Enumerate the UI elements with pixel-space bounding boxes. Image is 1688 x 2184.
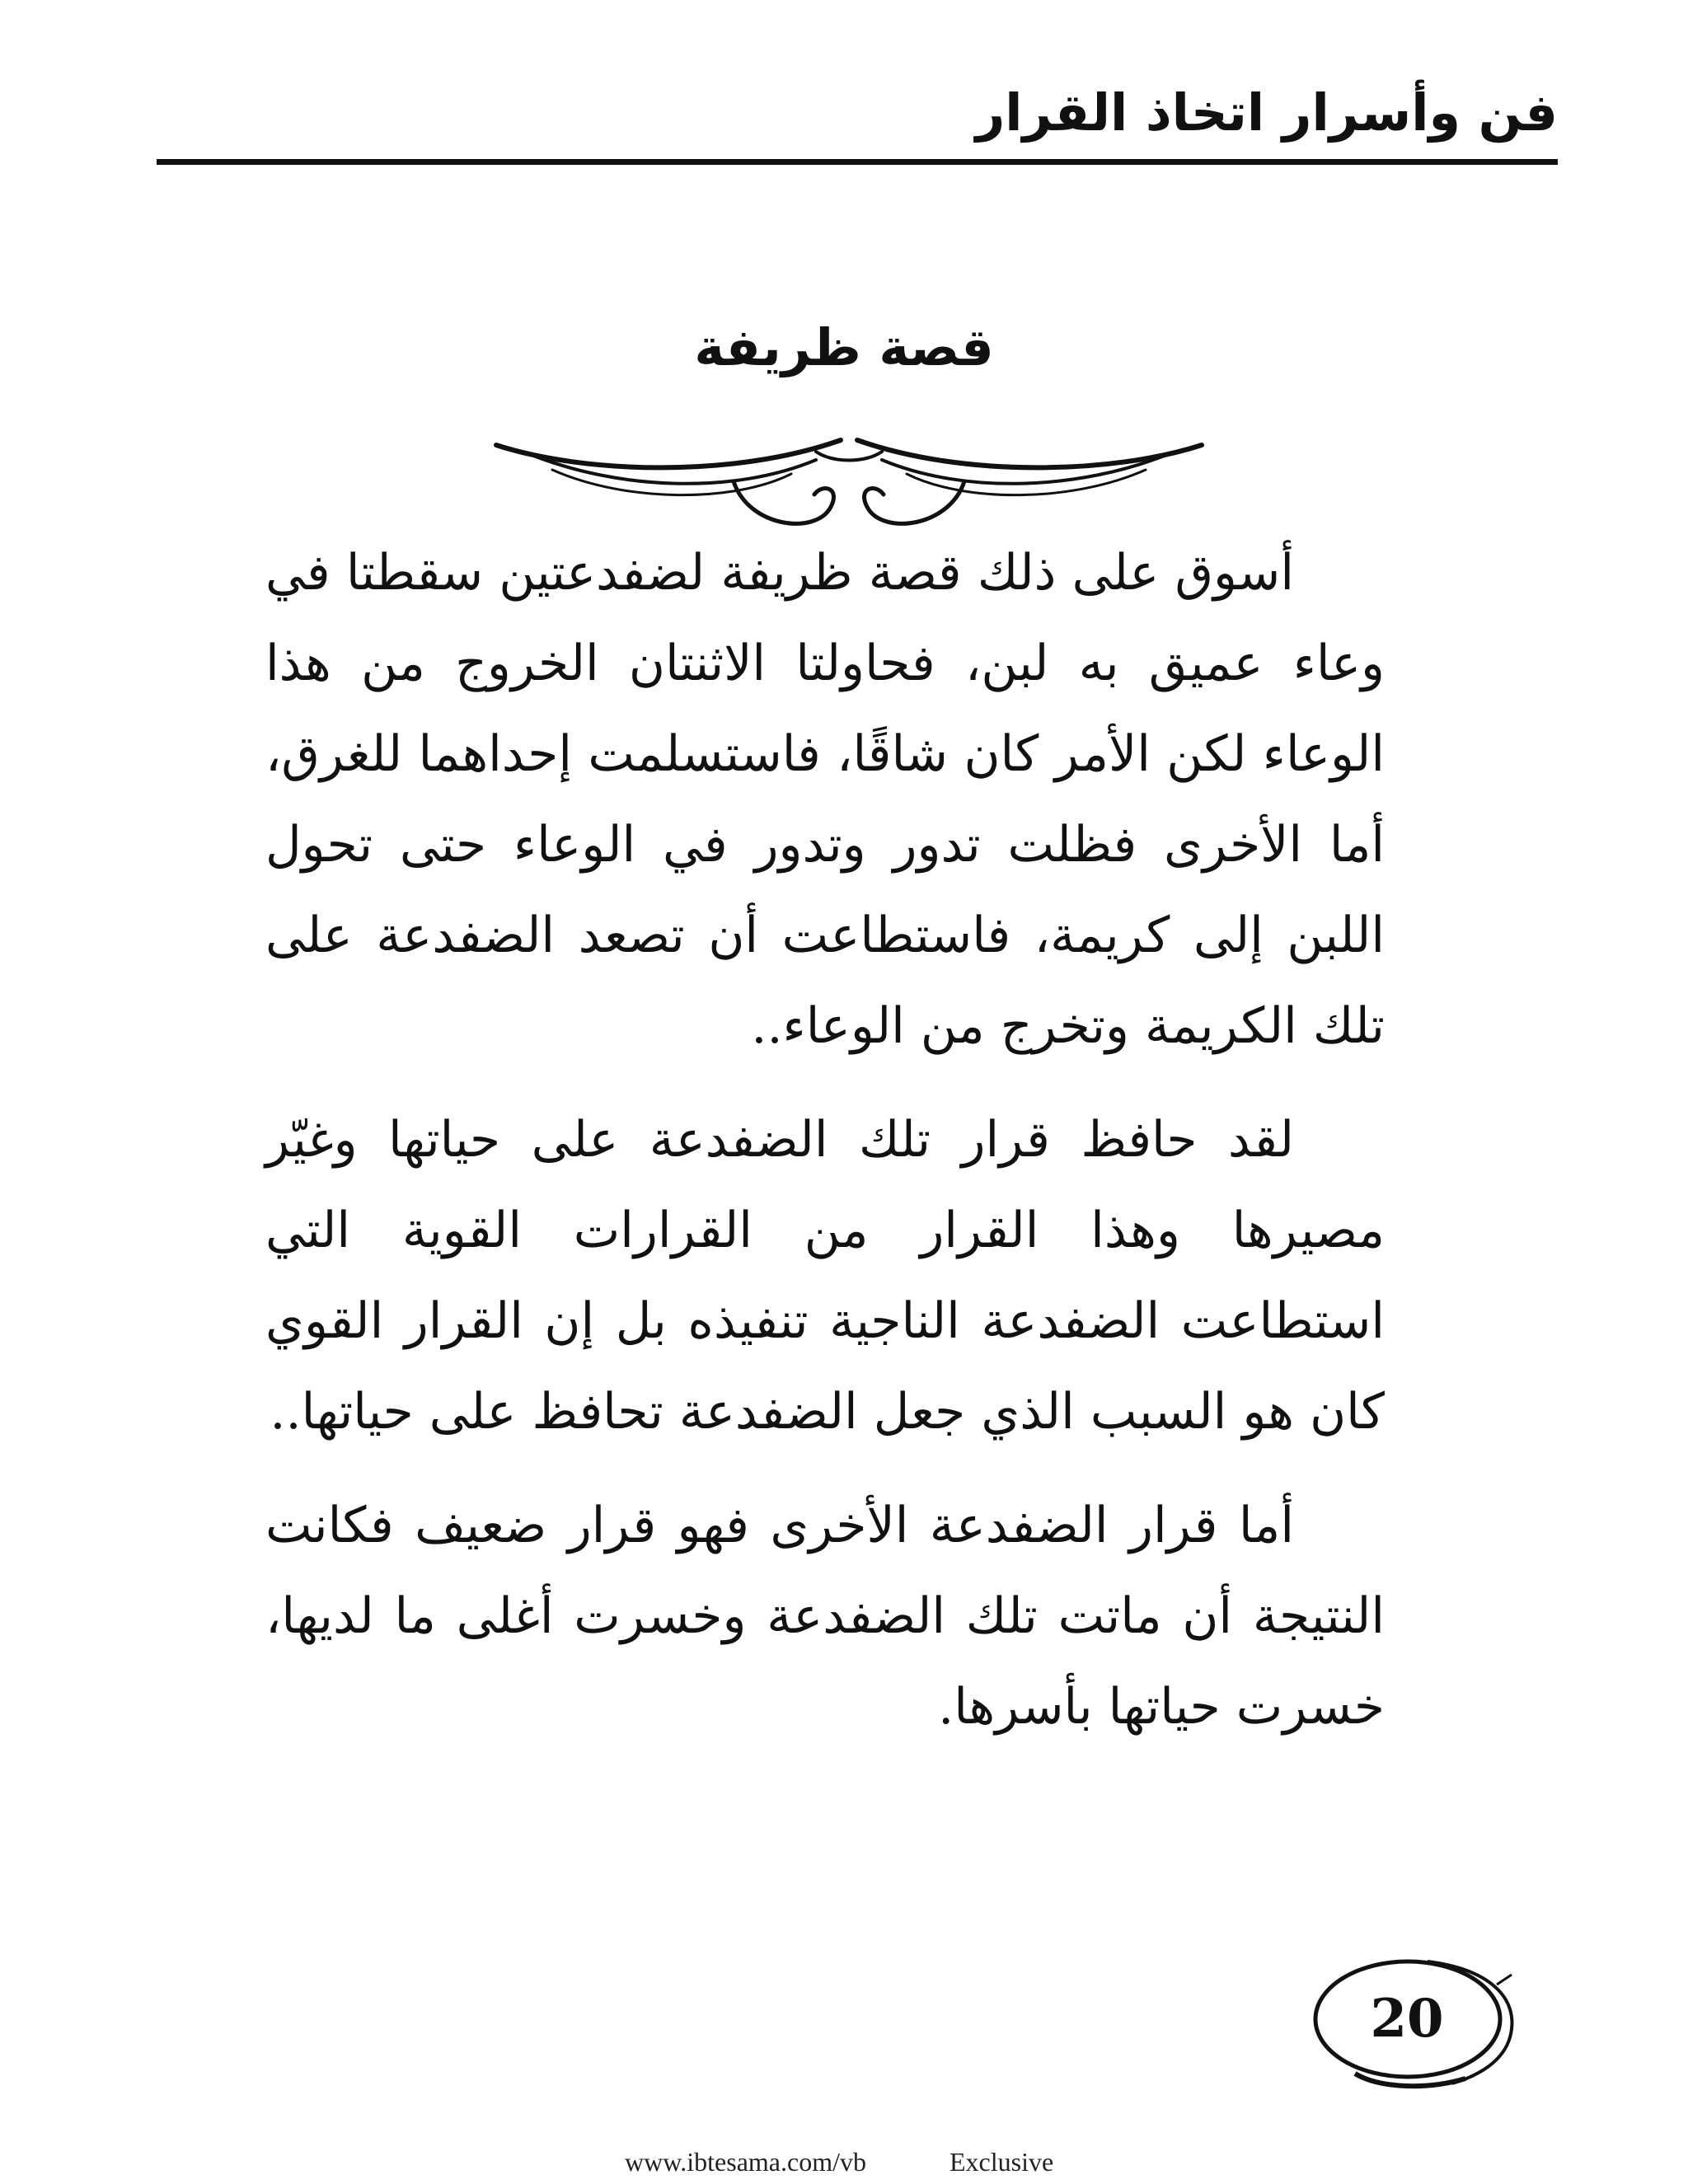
footer xyxy=(536,2145,1154,2178)
header-divider xyxy=(157,159,1558,165)
footer-url-link[interactable]: www.ibtesama.com/vb xyxy=(625,2147,866,2177)
footer-tag: Exclusive xyxy=(950,2147,1054,2177)
running-header-title: فن وأسرار اتخاذ القرار xyxy=(975,82,1558,143)
page-number-badge xyxy=(1304,1952,1525,2093)
story-paragraph-3: أما قرار الضفدعة الأخرى فهو قرار ضعيف فكانت النتيجة أن ماتت تلك الضفدعة وخسرت أغلى ما لديها، خسرت حياتها بأسرها. xyxy=(265,1497,1385,1736)
story-paragraph-2: لقد حافظ قرار تلك الضفدعة على حياتها وغيّر مصيرها وهذا القرار من القرارات القوية التي استطاعت الضفدعة الناجية تنفيذه بل إن القرار القوي كان هو السبب الذي جعل الضفدعة تحافظ على حياتها.. xyxy=(265,1111,1385,1441)
story-paragraph-1: أسوق على ذلك قصة ظريفة لضفدعتين سقطتا في وعاء عميق به لبن، فحاولتا الاثنتان الخروج من هذا الوعاء لكن الأمر كان شاقًا، فاستسلمت إحداهما للغرق، أما الأخرى فظلت تدور وتدور في الوعاء حتى تحول اللبن إلى كريمة، فاستطاعت أن تصعد الضفدعة على تلك الكريمة وتخرج من الوعاء.. xyxy=(265,544,1385,1055)
story-body xyxy=(265,527,1385,1775)
page-number: 20 xyxy=(1370,1988,1444,2050)
section-title: قصة ظريفة xyxy=(694,317,994,377)
